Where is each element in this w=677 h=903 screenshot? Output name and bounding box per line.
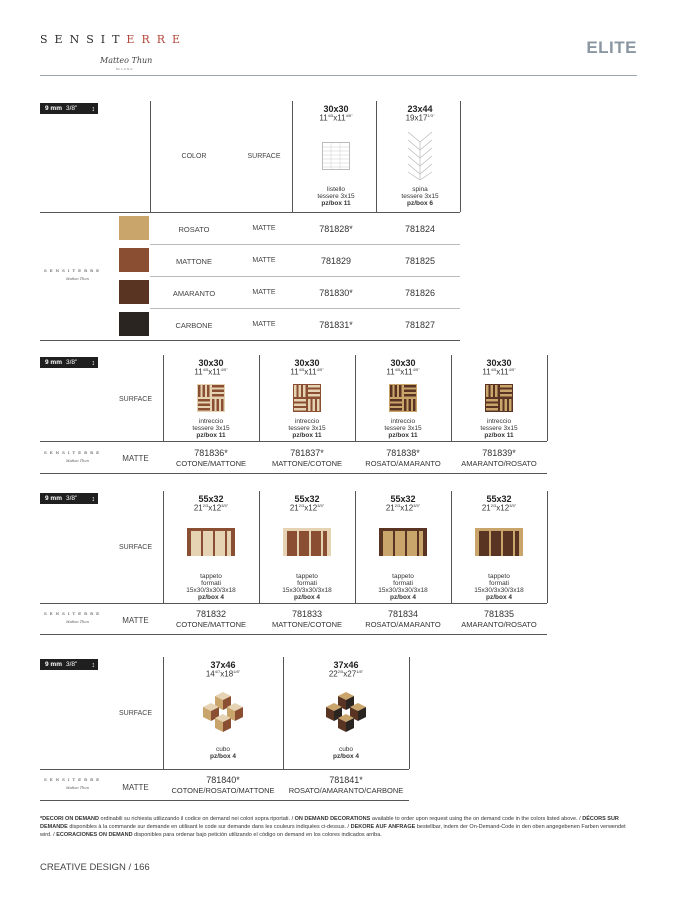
- product-box: pz/box 4: [485, 594, 512, 601]
- mini-signature: Matteo Thun: [66, 620, 89, 624]
- mini-signature: Matteo Thun: [66, 459, 89, 463]
- collection-title: ELITE: [586, 38, 637, 57]
- product-name: intreccio: [390, 418, 416, 425]
- product-size: 30x30: [323, 104, 349, 114]
- product-name: intreccio: [486, 418, 512, 425]
- product-pieces: tessere 3x15: [288, 425, 326, 432]
- product-code: 781834: [387, 609, 419, 619]
- arrow-updown-icon: ↕: [91, 360, 95, 367]
- row-header-surface: SURFACE: [118, 396, 153, 403]
- arrow-updown-icon: ↕: [91, 496, 95, 503]
- mini-signature: Matteo Thun: [66, 277, 89, 281]
- product-code: 781838*: [386, 448, 420, 458]
- color-name: MATTONE: [176, 257, 212, 266]
- surface-name: MATTE: [122, 616, 149, 625]
- product-name: tappeto: [296, 573, 318, 580]
- product-size: 30x30: [486, 358, 512, 368]
- product-size: 37x46: [210, 660, 236, 670]
- color-swatch-mattone: [119, 248, 149, 272]
- color-swatch-amaranto: [119, 280, 149, 304]
- product-box: pz/box 4: [389, 594, 416, 601]
- intreccio-pattern-illustration: [197, 384, 225, 412]
- mini-brand-logo: SENSITERRE: [44, 611, 103, 616]
- page-credit: CREATIVE DESIGN / 166: [40, 862, 150, 873]
- color-swatch-carbone: [119, 312, 149, 336]
- product-code: 781829: [320, 256, 352, 266]
- cubo-pattern-illustration: [320, 690, 372, 734]
- product-size-inch: $11^{4/5}x11^{4/5"}$: [319, 113, 353, 123]
- header-divider: [40, 75, 637, 76]
- product-formats: formati: [489, 580, 509, 587]
- product-size: 30x30: [390, 358, 416, 368]
- product-size-inch: $11^{4/5}x11^{4/5"}$: [482, 367, 516, 377]
- product-colors: ROSATO/AMARANTO: [365, 459, 441, 468]
- surface-name: MATTE: [122, 783, 149, 792]
- product-colors: COTONE/MATTONE: [175, 620, 246, 629]
- product-pieces: 15x30/3x30/3x18: [474, 587, 524, 594]
- product-code: 781826: [404, 288, 436, 298]
- mini-brand-logo: SENSITERRE: [44, 777, 103, 782]
- product-size: 55x32: [486, 494, 512, 504]
- product-name: cubo: [215, 746, 231, 753]
- product-code: 781832: [195, 609, 227, 619]
- product-size: 37x46: [333, 660, 359, 670]
- product-name: intreccio: [294, 418, 320, 425]
- surface-name: MATTE: [252, 225, 276, 232]
- product-name: intreccio: [198, 418, 224, 425]
- product-colors: COTONE/MATTONE: [175, 459, 246, 468]
- product-pieces: tessere 3x15: [384, 425, 422, 432]
- product-colors: ROSATO/AMARANTO/CARBONE: [288, 786, 404, 795]
- product-size: 55x32: [294, 494, 320, 504]
- product-size-inch: $21^{2/3}x12^{3/5"}$: [289, 503, 325, 513]
- designer-signature: Matteo Thun: [100, 56, 153, 65]
- listello-pattern-illustration: [322, 142, 350, 170]
- product-size-inch: $21^{2/3}x12^{3/5"}$: [481, 503, 517, 513]
- thickness-chip: 9 mm 3/8" ↕: [40, 659, 98, 670]
- spina-pattern-illustration: [404, 130, 436, 180]
- product-code: 781835: [483, 609, 515, 619]
- surface-name: MATTE: [252, 321, 276, 328]
- arrow-updown-icon: ↕: [91, 662, 95, 669]
- product-size: 30x30: [294, 358, 320, 368]
- product-pieces: 15x30/3x30/3x18: [378, 587, 428, 594]
- product-colors: COTONE/ROSATO/MATTONE: [171, 786, 275, 795]
- product-formats: formati: [201, 580, 221, 587]
- product-colors: AMARANTO/ROSATO: [461, 620, 537, 629]
- product-formats: formati: [393, 580, 413, 587]
- thickness-chip: 9 mm 3/8" ↕: [40, 357, 98, 368]
- product-box: pz/box 11: [196, 432, 226, 439]
- product-colors: MATTONE/COTONE: [271, 620, 342, 629]
- mini-brand-logo: SENSITERRE: [44, 268, 103, 273]
- product-code: 781837*: [290, 448, 324, 458]
- product-size: 55x32: [390, 494, 416, 504]
- tappeto-pattern-illustration: [379, 528, 427, 556]
- product-code: 781827: [404, 320, 436, 330]
- product-size-inch: $14^{4/7}x18^{1/8"}$: [205, 669, 241, 679]
- row-header-surface: SURFACE: [118, 710, 153, 717]
- product-pieces: tessere 3x15: [480, 425, 518, 432]
- product-size-inch: $19x17^{1/3"}$: [405, 113, 435, 123]
- thickness-chip: 9 mm 3/8" ↕: [40, 103, 98, 114]
- product-code: 781831*: [319, 320, 353, 330]
- product-box: pz/box 4: [293, 594, 320, 601]
- column-header-surface: SURFACE: [247, 153, 281, 160]
- product-colors: AMARANTO/ROSATO: [461, 459, 537, 468]
- product-code: 781824: [404, 224, 436, 234]
- column-header-color: COLOR: [181, 153, 207, 160]
- product-size: 55x32: [198, 494, 224, 504]
- footnote: *DECORI ON DEMAND ordinabili su richiesta utilizzando il codice on demand nei colori sopra riportati. / ON DEMAND DECORATIONS available to order upon request using the on demand code in the colors listed above. / DÉCORS SUR DEMANDE disponibles à la commande sur demande en utilisant le code sur demande dans les couleurs indiquées ci-dessus. / DEKORE AUF ANFRAGE bestellbar, indem der On-Demand-Code in den oben angegebenen Farben verwendet wird. / ECORACIONES ON DEMAND disponibles para ordenar bajo petición utilizando el código on demand en los colores indicados arriba.: [40, 816, 626, 838]
- product-name: tappeto: [200, 573, 222, 580]
- product-box: pz/box 11: [388, 432, 418, 439]
- thickness-chip: 9 mm 3/8" ↕: [40, 493, 98, 504]
- color-name: CARBONE: [175, 321, 213, 330]
- product-box: pz/box 11: [484, 432, 514, 439]
- tappeto-pattern-illustration: [475, 528, 523, 556]
- product-colors: ROSATO/AMARANTO: [365, 620, 441, 629]
- product-box: pz/box 4: [332, 753, 359, 760]
- product-box: pz/box 4: [197, 594, 224, 601]
- brand-logo: SENSITERRE: [40, 33, 188, 46]
- product-code: 781833: [291, 609, 323, 619]
- intreccio-pattern-illustration: [389, 384, 417, 412]
- product-size-inch: $21^{2/3}x12^{3/5"}$: [385, 503, 421, 513]
- product-colors: MATTONE/COTONE: [271, 459, 342, 468]
- product-pieces: 15x30/3x30/3x18: [186, 587, 236, 594]
- product-size-inch: $11^{4/5}x11^{4/5"}$: [194, 367, 228, 377]
- product-code: 781836*: [194, 448, 228, 458]
- mini-brand-logo: SENSITERRE: [44, 450, 103, 455]
- product-pieces: 15x30/3x30/3x18: [282, 587, 332, 594]
- intreccio-pattern-illustration: [293, 384, 321, 412]
- product-code: 781828*: [319, 224, 353, 234]
- color-swatch-rosato: [119, 216, 149, 240]
- product-size: 23x44: [407, 104, 433, 114]
- row-header-surface: SURFACE: [118, 544, 153, 551]
- arrow-updown-icon: ↕: [91, 106, 95, 113]
- product-size-inch: $21^{2/3}x12^{3/5"}$: [193, 503, 229, 513]
- surface-name: MATTE: [252, 257, 276, 264]
- tappeto-pattern-illustration: [187, 528, 235, 556]
- product-pieces: tessere 3x15: [192, 425, 230, 432]
- mini-signature: Matteo Thun: [66, 786, 89, 790]
- product-size: 30x30: [198, 358, 224, 368]
- intreccio-pattern-illustration: [485, 384, 513, 412]
- surface-name: MATTE: [122, 454, 149, 463]
- product-name: tappeto: [488, 573, 510, 580]
- product-code: 781825: [404, 256, 436, 266]
- product-formats: formati: [297, 580, 317, 587]
- color-name: AMARANTO: [172, 289, 216, 298]
- product-code: 781840*: [206, 775, 240, 785]
- product-code: 781839*: [482, 448, 516, 458]
- product-name: cubo: [338, 746, 354, 753]
- surface-name: MATTE: [252, 289, 276, 296]
- product-box: pz/box 4: [209, 753, 236, 760]
- product-code: 781830*: [319, 288, 353, 298]
- product-code: 781841*: [329, 775, 363, 785]
- product-size-inch: $11^{4/5}x11^{4/5"}$: [386, 367, 420, 377]
- cubo-pattern-illustration: [197, 690, 249, 734]
- tappeto-pattern-illustration: [283, 528, 331, 556]
- product-size-inch: $11^{4/5}x11^{4/5"}$: [290, 367, 324, 377]
- product-box: pz/box 11: [292, 432, 322, 439]
- product-size-inch: $22^{2/5}x27^{1/8"}$: [328, 669, 364, 679]
- signature-subtitle: MILANO: [116, 67, 134, 71]
- color-name: ROSATO: [178, 225, 210, 234]
- product-name: tappeto: [392, 573, 414, 580]
